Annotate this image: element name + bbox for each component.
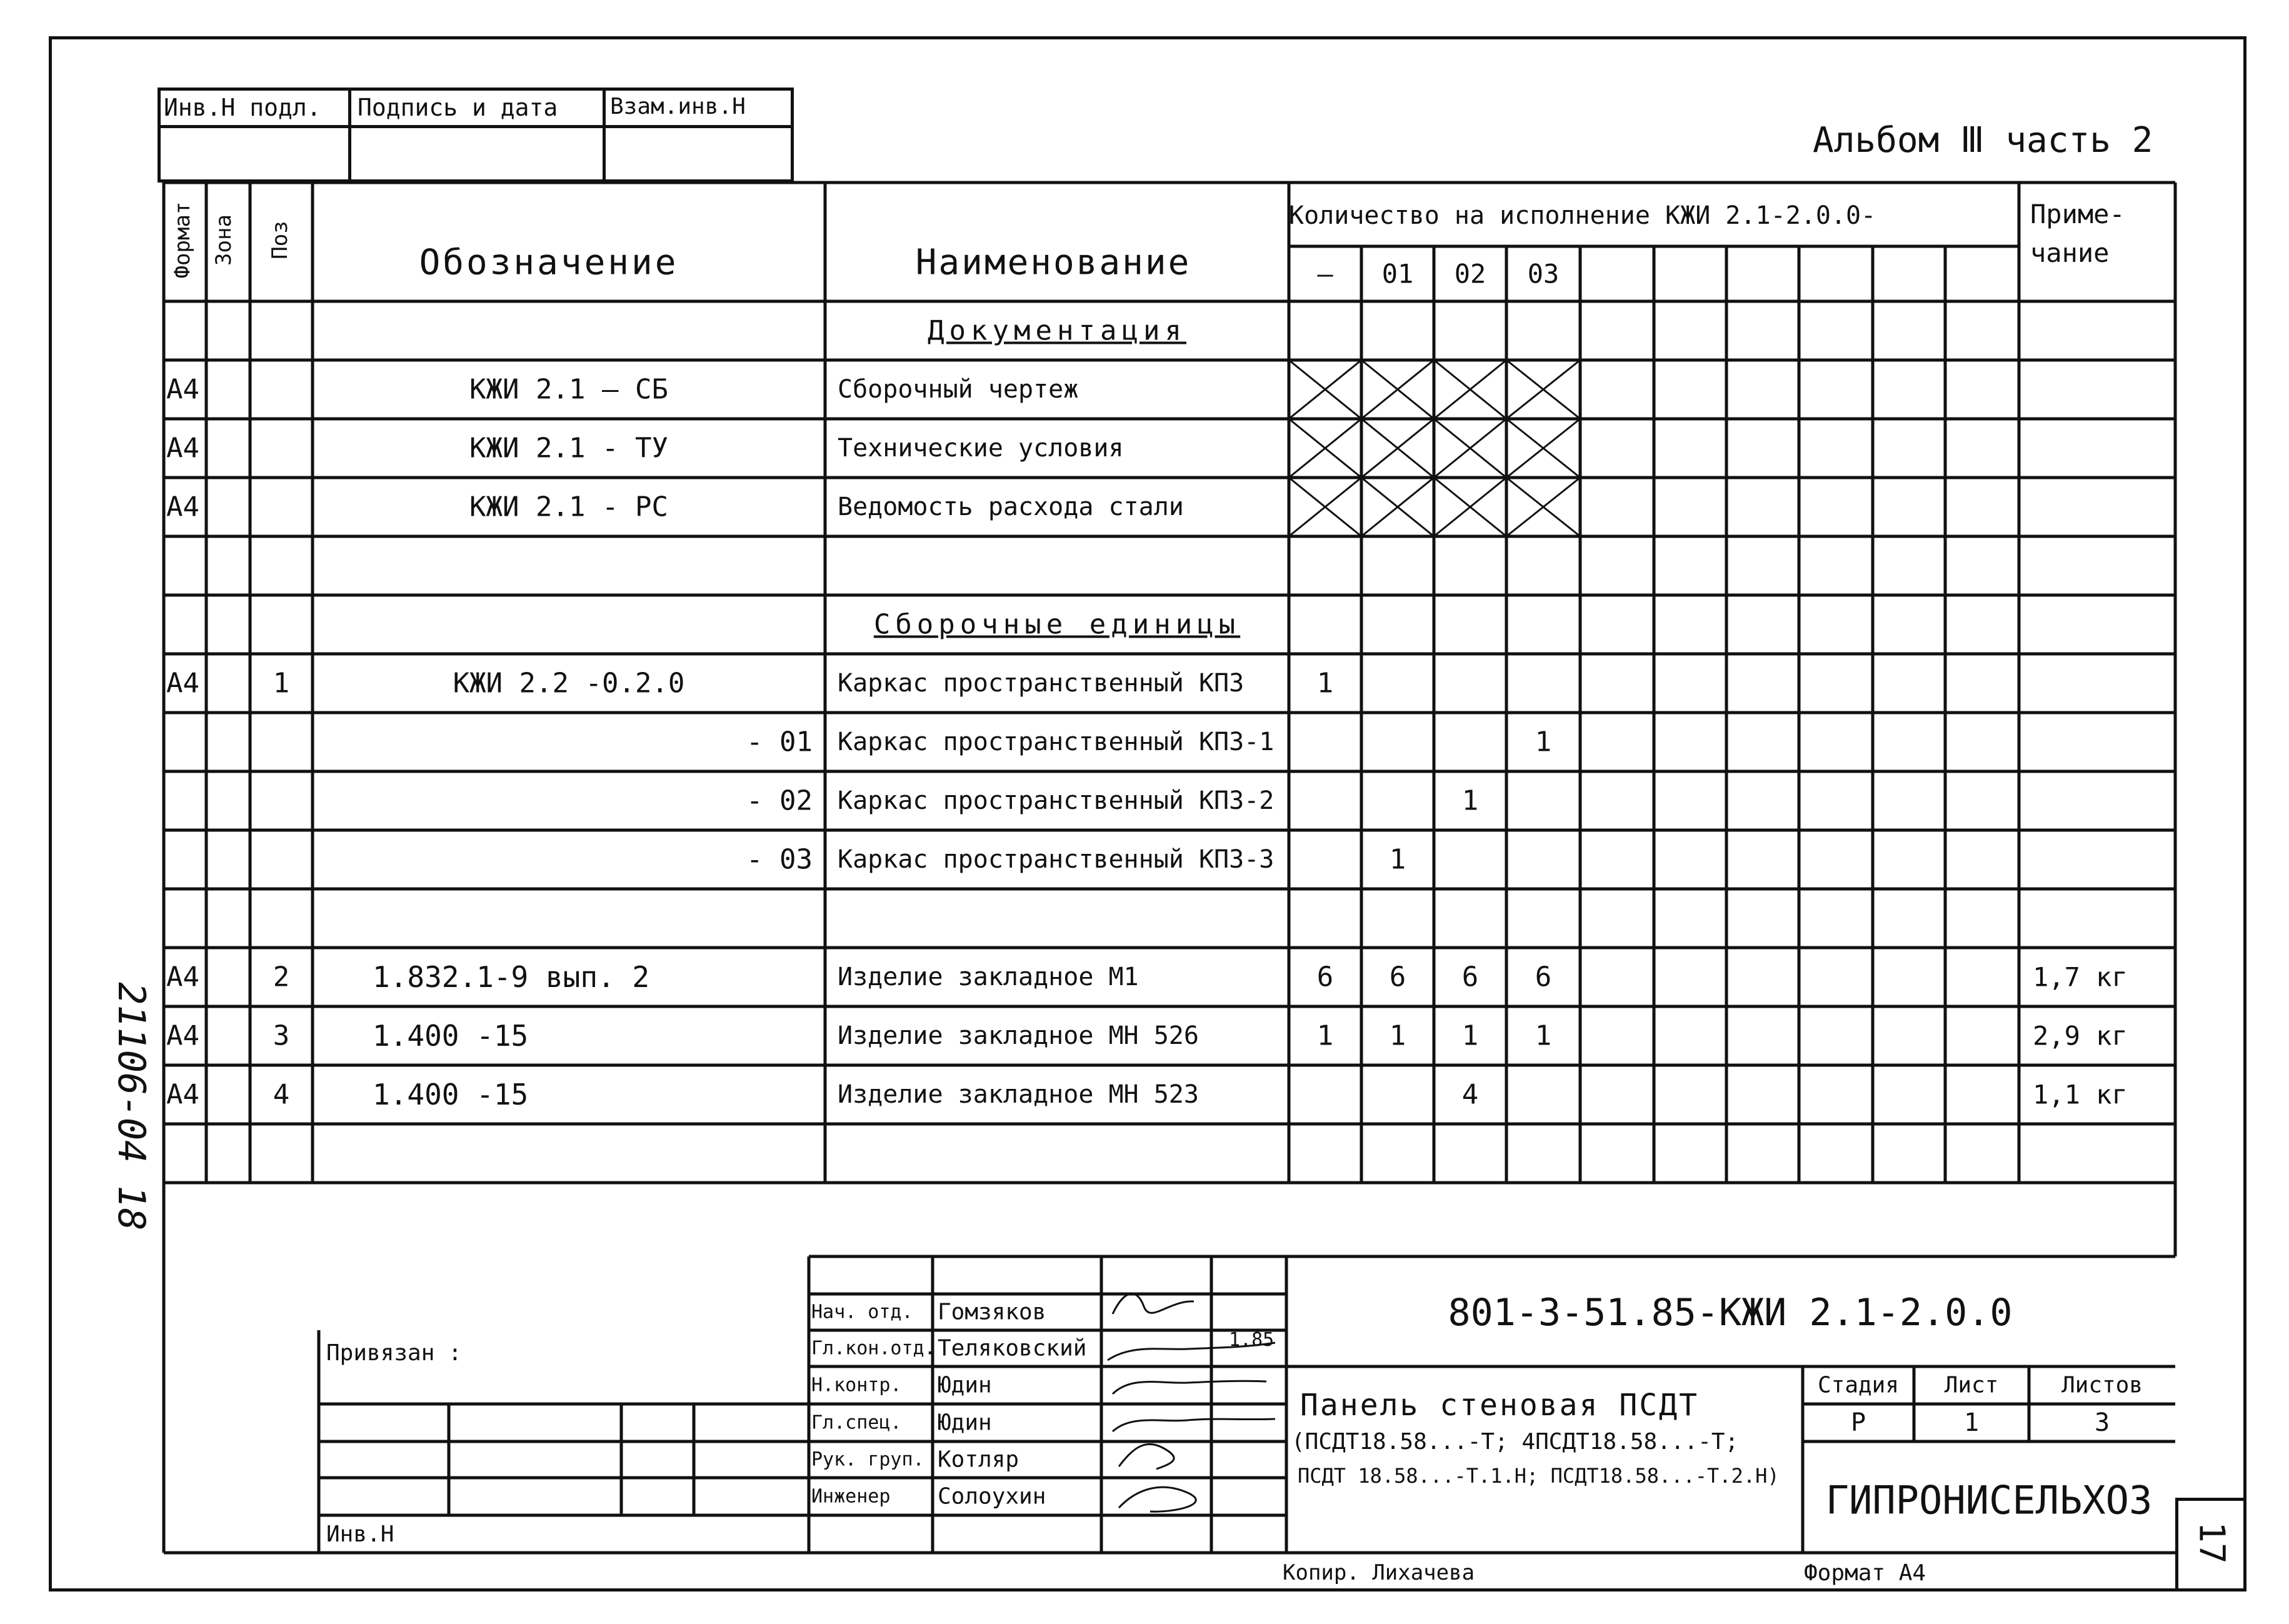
copied-by: Копир. Лихачева — [1283, 1560, 1475, 1585]
col-header-zone: Зона — [211, 214, 236, 266]
col-header-pos: Поз — [268, 221, 293, 259]
row-note: 1,7 кг — [2033, 961, 2128, 993]
stage-label: Стадия — [1817, 1372, 1900, 1398]
row-name: Технические условия — [838, 434, 1124, 463]
row-format: А4 — [166, 373, 199, 406]
row-note: 1,1 кг — [2033, 1079, 2128, 1110]
row-qty-2: 4 — [1461, 1078, 1479, 1111]
sign-date: 1.85 — [1229, 1329, 1275, 1351]
sheet-value: 1 — [1963, 1408, 1980, 1437]
row-qty-1: 1 — [1389, 843, 1406, 876]
role-person: Гомзяков — [938, 1299, 1046, 1325]
role-person: Котляр — [938, 1446, 1019, 1473]
sheets-value: 3 — [2094, 1408, 2110, 1437]
row-name: Каркас пространственный КП3-2 — [838, 786, 1275, 815]
inv-label: Инв.Н — [326, 1521, 394, 1547]
role-title: Гл.кон.отд. — [811, 1337, 936, 1360]
row-format: А4 — [166, 491, 199, 523]
row-qty-2: 1 — [1461, 784, 1479, 817]
organization: ГИПРОНИСЕЛЬХОЗ — [1825, 1477, 2153, 1523]
col-header-note: Приме- чание — [2030, 199, 2125, 268]
row-qty-1: 1 — [1389, 1020, 1406, 1052]
stamp-header-replace: Взам.инв.Н — [610, 94, 746, 119]
variant-header-0: – — [1317, 258, 1333, 289]
row-qty-3: 6 — [1535, 961, 1552, 993]
sheets-label: Листов — [2061, 1372, 2143, 1398]
row-section-title: Документация — [928, 314, 1186, 347]
row-qty-2: 1 — [1461, 1020, 1479, 1052]
row-pos: 1 — [273, 667, 290, 699]
row-name: Каркас пространственный КП3 — [838, 669, 1245, 698]
row-designation: - 01 — [746, 726, 813, 758]
col-header-designation: Обозначение — [419, 242, 679, 283]
row-note: 2,9 кг — [2033, 1020, 2128, 1051]
row-format: А4 — [166, 961, 199, 993]
variant-header-3: 03 — [1527, 258, 1560, 289]
row-name: Ведомость расхода стали — [838, 493, 1184, 521]
col-header-name: Наименование — [915, 242, 1191, 283]
role-title: Рук. груп. — [811, 1448, 924, 1471]
role-title: Нач. отд. — [811, 1301, 913, 1323]
row-format: А4 — [166, 432, 199, 464]
role-title: Гл.спец. — [811, 1411, 902, 1434]
row-format: А4 — [166, 1078, 199, 1111]
row-section-title: Сборочные единицы — [873, 608, 1241, 641]
row-qty-0: 1 — [1316, 667, 1334, 699]
row-qty-2: 6 — [1461, 961, 1479, 993]
row-qty-3: 1 — [1535, 726, 1552, 758]
privyazan-label: Привязан : — [326, 1340, 462, 1366]
sheet-format: Формат А4 — [1804, 1560, 1926, 1586]
variant-header-1: 01 — [1381, 258, 1414, 289]
role-person: Солоухин — [938, 1483, 1046, 1510]
variant-header-2: 02 — [1454, 258, 1486, 289]
row-qty-3: 1 — [1535, 1020, 1552, 1052]
row-pos: 2 — [273, 961, 290, 993]
title-line-1: Панель стеновая ПСДТ — [1300, 1388, 1699, 1423]
album-label: Альбом Ⅲ часть 2 — [1813, 120, 2153, 161]
row-name: Каркас пространственный КП3-3 — [838, 845, 1275, 874]
row-name: Каркас пространственный КП3-1 — [838, 728, 1275, 756]
row-name: Сборочный чертеж — [838, 375, 1079, 404]
row-qty-0: 1 — [1316, 1020, 1334, 1052]
side-number: 21106-04 18 — [109, 982, 153, 1231]
row-pos: 3 — [273, 1020, 290, 1052]
role-person: Теляковский — [938, 1335, 1087, 1361]
stamp-header-inv: Инв.Н подл. — [164, 94, 321, 121]
row-format: А4 — [166, 667, 199, 699]
row-name: Изделие закладное М1 — [838, 963, 1139, 991]
row-pos: 4 — [273, 1078, 290, 1111]
role-title: Н.контр. — [811, 1374, 902, 1396]
row-format: А4 — [166, 1020, 199, 1052]
stamp-header-signature: Подпись и дата — [358, 94, 558, 121]
col-header-format: Формат — [170, 201, 195, 279]
row-qty-1: 6 — [1389, 961, 1406, 993]
role-title: Инженер — [811, 1485, 891, 1508]
row-designation: - 03 — [746, 843, 813, 876]
stage-value: Р — [1850, 1408, 1866, 1437]
role-person: Юдин — [938, 1372, 992, 1398]
title-line-2: (ПСДТ18.58...-Т; 4ПСДТ18.58...-Т; — [1291, 1429, 1739, 1455]
role-person: Юдин — [938, 1410, 992, 1436]
page-number: 17 — [2191, 1521, 2232, 1564]
row-name: Изделие закладное МН 526 — [838, 1021, 1199, 1050]
document-code: 801-3-51.85-КЖИ 2.1-2.0.0 — [1448, 1291, 2013, 1335]
row-designation: КЖИ 2.1 – СБ — [469, 373, 668, 406]
sheet-label: Лист — [1944, 1372, 1999, 1398]
row-designation: КЖИ 2.1 - РС — [469, 491, 668, 523]
row-designation: 1.832.1-9 вып. 2 — [373, 960, 650, 994]
row-designation: КЖИ 2.2 -0.2.0 — [453, 667, 685, 699]
title-line-3: ПСДТ 18.58...-Т.1.Н; ПСДТ18.58...-Т.2.Н) — [1298, 1464, 1780, 1488]
col-header-qty: Количество на исполнение КЖИ 2.1-2.0.0- — [1289, 201, 1876, 230]
row-designation: 1.400 -15 — [373, 1078, 529, 1111]
row-designation: 1.400 -15 — [373, 1019, 529, 1053]
row-designation: КЖИ 2.1 - ТУ — [469, 432, 668, 464]
row-designation: - 02 — [746, 784, 813, 817]
row-qty-0: 6 — [1316, 961, 1334, 993]
row-name: Изделие закладное МН 523 — [838, 1080, 1199, 1109]
